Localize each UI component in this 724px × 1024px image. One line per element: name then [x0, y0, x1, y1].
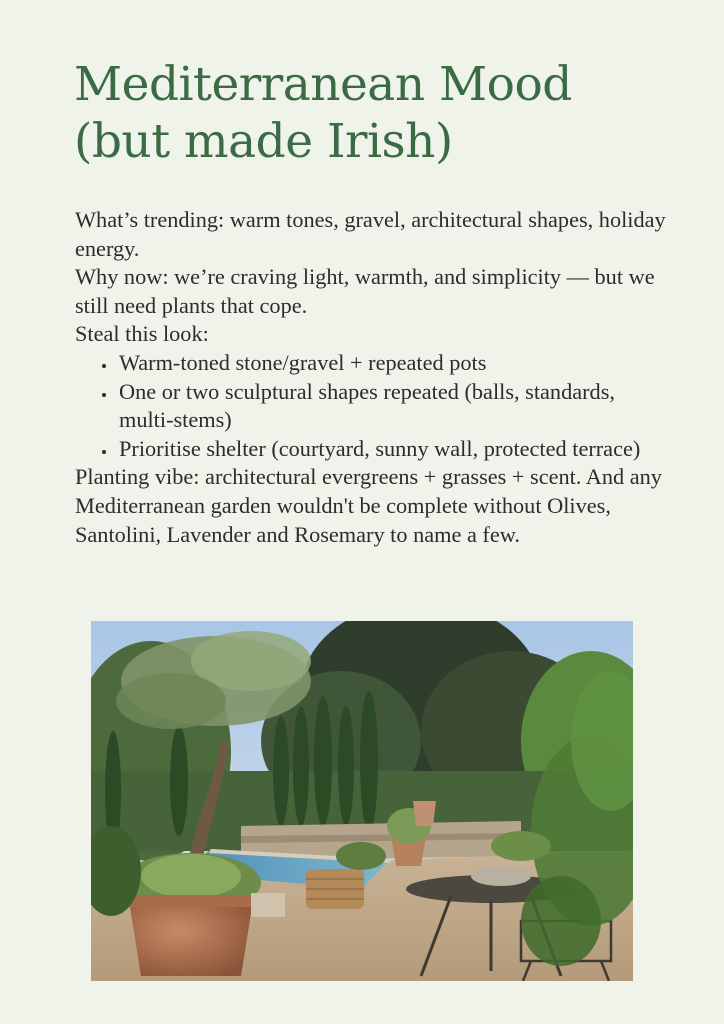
- title-line-1: Mediterranean Mood: [74, 57, 572, 112]
- article-body: [75, 206, 675, 549]
- page-title: [74, 56, 694, 170]
- title-line-2: (but made Irish): [74, 114, 453, 169]
- garden-photo: [91, 621, 633, 981]
- list-item: • Prioritise shelter (courtyard, sunny wall, protected terrace): [117, 435, 675, 464]
- tips-list: [75, 349, 675, 463]
- trending-paragraph: What’s trending: warm tones, gravel, architectural shapes, holiday energy.: [75, 207, 666, 261]
- why-now-paragraph: Why now: we’re craving light, warmth, and simplicity — but we still need plants that cope.: [75, 264, 655, 318]
- list-item: • One or two sculptural shapes repeated (balls, standards, multi-stems): [117, 378, 675, 435]
- steal-heading: Steal this look:: [75, 321, 209, 347]
- garden-illustration: [91, 621, 633, 981]
- list-item: • Warm-toned stone/gravel + repeated pots: [117, 349, 675, 378]
- planting-vibe-paragraph: Planting vibe: architectural evergreens + grasses + scent. And any Mediterranean garden wouldn't be complete without Olives, Santolini, Lavender and Rosemary to name a few.: [75, 464, 662, 547]
